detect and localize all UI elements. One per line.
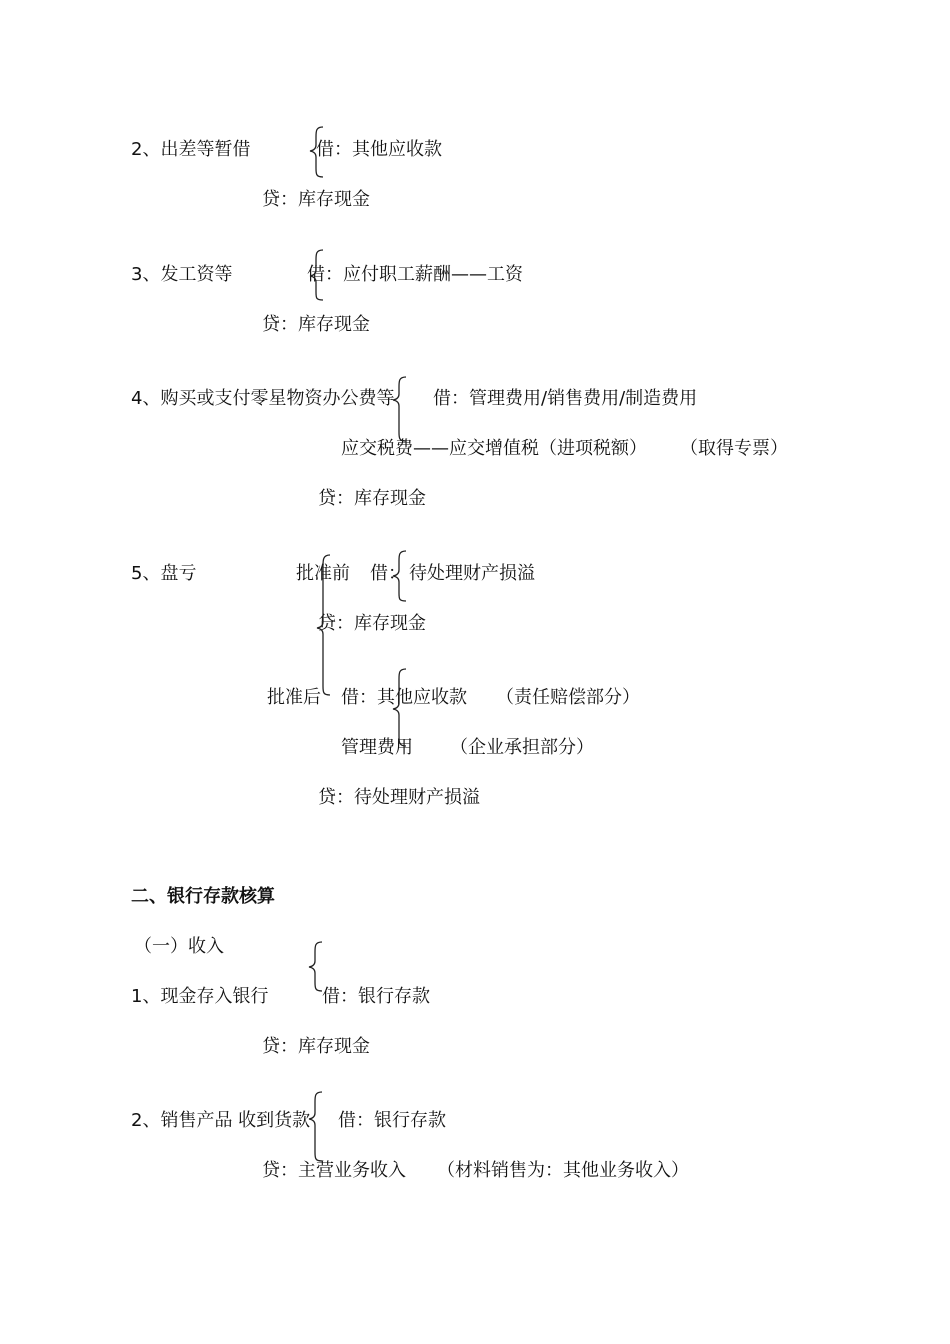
entry-3-debit: 借：应付职工薪酬——工资 bbox=[307, 264, 523, 285]
entry-2-label: 2、出差等暂借 bbox=[131, 139, 251, 160]
entry-4-debit-2: 应交税费——应交增值税（进项税额） bbox=[341, 438, 647, 459]
entry-5-after-credit: 贷：待处理财产损溢 bbox=[318, 787, 480, 808]
entry-2-debit: 借：其他应收款 bbox=[316, 139, 442, 160]
entry-4-label: 4、购买或支付零星物资办公费等 bbox=[131, 388, 395, 409]
bank-entry-1-credit: 贷：库存现金 bbox=[262, 1036, 370, 1057]
section-2-heading: 二、银行存款核算 bbox=[131, 886, 275, 907]
entry-5-before-credit: 贷：库存现金 bbox=[318, 613, 426, 634]
entry-5-after-debit: 借：其他应收款 bbox=[341, 687, 467, 708]
entry-3-credit: 贷：库存现金 bbox=[262, 314, 370, 335]
entry-4-credit: 贷：库存现金 bbox=[318, 488, 426, 509]
brace-entry-4 bbox=[393, 377, 406, 441]
entry-5-after-label: 批准后 bbox=[267, 687, 321, 708]
entry-5-before-debit: 待处理财产损溢 bbox=[409, 563, 535, 584]
entry-2-credit: 贷：库存现金 bbox=[262, 189, 370, 210]
brace-bank-entry-1 bbox=[309, 942, 322, 991]
section-2-subheading: （一）收入 bbox=[134, 936, 224, 957]
bank-entry-2-debit: 借：银行存款 bbox=[338, 1110, 446, 1131]
entry-5-after-debit-note: （责任赔偿部分） bbox=[496, 687, 640, 708]
brace-bank-entry-2 bbox=[309, 1092, 322, 1161]
entry-3-label: 3、发工资等 bbox=[131, 264, 233, 285]
entry-5-before-label: 批准前 bbox=[296, 563, 350, 584]
entry-5-after-debit-2-note: （企业承担部分） bbox=[450, 737, 594, 758]
entry-5-after-debit-2: 管理费用 bbox=[341, 737, 413, 758]
bank-entry-1-label: 1、现金存入银行 bbox=[131, 986, 269, 1007]
bank-entry-1-debit: 借：银行存款 bbox=[322, 986, 430, 1007]
entry-4-note: （取得专票） bbox=[680, 438, 788, 459]
entry-5-before-debit-prefix: 借： bbox=[370, 563, 406, 584]
bank-entry-2-label: 2、销售产品 收到货款 bbox=[131, 1110, 311, 1131]
bank-entry-2-credit: 贷：主营业务收入 bbox=[262, 1160, 406, 1181]
entry-5-label: 5、盘亏 bbox=[131, 563, 197, 584]
entry-4-debit: 借：管理费用/销售费用/制造费用 bbox=[433, 388, 698, 409]
bank-entry-2-note: （材料销售为：其他业务收入） bbox=[437, 1160, 689, 1181]
